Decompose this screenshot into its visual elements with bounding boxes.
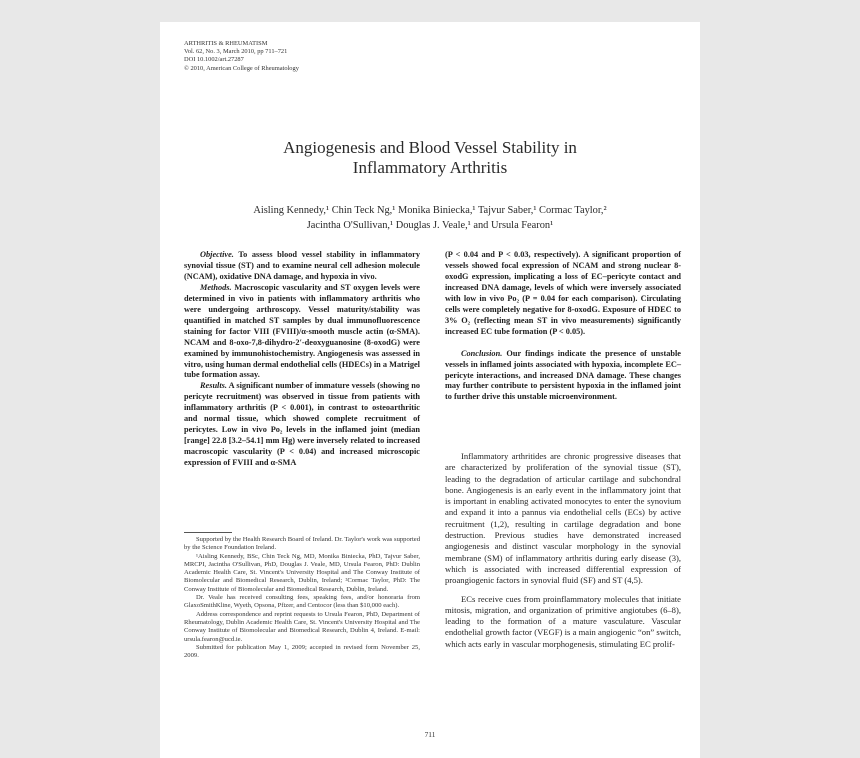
footnote-disclosures: Dr. Veale has received consulting fees, speaking fees, and/or honoraria from GlaxoSmithKline, Wyeth, Opsona, Pfizer, and Centocor (less than $10,000 each). — [184, 594, 420, 610]
footnote-divider — [184, 532, 232, 533]
footnote-funding: Supported by the Health Research Board of Ireland. Dr. Taylor's work was supported by the Science Foundation Ireland. — [184, 536, 421, 552]
introduction-text — [445, 451, 681, 650]
footnote-affiliations: ¹Aisling Kennedy, BSc, Chin Teck Ng, MD, Monika Biniecka, PhD, Tajvur Saber, MRCPI, Jacintha O'Sullivan, PhD, Douglas J. Veale, MD, Ursula Fearon, PhD: Dublin Academic Health Care, St. Vincent's University Hospital and The Conway Institute of Biomolecular and Biomedical Research, Dublin, Ireland; ²Cormac Taylor, PhD: The Conway Institute of Biomolecular and Biomedical Research, Dublin, Ireland. — [184, 552, 420, 593]
journal-header — [184, 40, 299, 73]
abstract-right-column — [445, 250, 681, 403]
body-paragraph-1: Inflammatory arthritides are chronic progressive diseases that are characterized by proliferation of the synovial tissue (ST), leading to the degradation of articular cartilage and subchondral bone. Angiogenesis is an early event in the inflammatory joint that is important in enabling activated monocytes to enter the synovium and expand it into a pannus via endothelial cells (ECs) by active recruitment (1,2), resulting in cartilage degradation and bone destruction. Previous studies have demonstrated increased angiogenesis and distinct vascular morphology in the synovial membrane (SM) of inflammatory arthritis during early disease (3), which is associated with increased differential expression of proangiogenic factors in synovial fluid (SF) and ST (4,5). — [445, 451, 681, 586]
conclusion-text: Our findings indicate the presence of unstable vessels in inflamed joints associated with hypoxia, incomplete EC–pericyte interactions, and increased DNA damage. These changes may further contribute to persistent hypoxia in the inflamed joint to further drive this unstable microenvironment. — [445, 348, 681, 402]
copyright: © 2010, American College of Rheumatology — [184, 64, 299, 72]
footnote-correspondence: Address correspondence and reprint requests to Ursula Fearon, PhD, Department of Rheumatology, Dublin Academic Health Care, St. Vincent's University Hospital and The Conway Institute of Biomolecular and Biomedical Research, Dublin 4, Ireland. E-mail: ursula.fearon@ucd.ie. — [184, 610, 420, 643]
body-paragraph-2: ECs receive cues from proinflammatory molecules that initiate mitosis, migration, and organization of primitive angiotubes (6–8), leading to the formation of a mature vasculature. Vascular endothelial growth factor (VEGF) is a main angiogenic “on” switch, which acts early in vascular morphogenesis, stimulating EC prolif- — [445, 593, 681, 649]
page-number: 711 — [424, 730, 436, 739]
conclusion-label: Conclusion. — [461, 348, 503, 358]
abstract-methods — [184, 283, 420, 382]
title-line-1: Angiogenesis and Blood Vessel Stability in — [283, 138, 577, 157]
article-title — [160, 138, 700, 178]
author-list — [160, 204, 700, 233]
authors-line-1: Aisling Kennedy,¹ Chin Teck Ng,¹ Monika Biniecka,¹ Tajvur Saber,¹ Cormac Taylor,² — [253, 205, 607, 216]
authors-line-2: Jacintha O'Sullivan,¹ Douglas J. Veale,¹ and Ursula Fearon¹ — [306, 219, 554, 231]
results-label: Results. — [200, 381, 227, 391]
abstract-objective — [184, 250, 420, 283]
abstract-conclusion — [445, 349, 681, 404]
article-page — [160, 22, 700, 758]
results-text: A significant number of immature vessels (showing no pericyte recruitment) was observed in tissue from patients with inflammatory arthritis (P < 0.001), in contrast to osteoarthritic and normal tissue, which showed complete recruitment of pericytes. Low in vivo Po₂ levels in the inflamed joint (median [range] 22.8 [3.2–54.1] mm Hg) were inversely related to increased macroscopic vascularity (P < 0.04) and increased microscopic expression of FVIII and α-SMA — [184, 381, 420, 468]
doi: DOI 10.1002/art.27287 — [184, 56, 244, 64]
objective-text: To assess blood vessel stability in inflammatory synovial tissue (ST) and to examine neural cell adhesion molecule (NCAM), oxidative DNA damage, and hypoxia in vivo. — [184, 250, 420, 281]
volume-info: Vol. 62, No. 3, March 2010, pp 711–721 — [184, 48, 288, 56]
journal-name: ARTHRITIS & RHEUMATISM — [184, 40, 268, 47]
objective-label: Objective. — [200, 250, 234, 259]
abstract-results — [184, 381, 420, 469]
methods-text: Macroscopic vascularity and ST oxygen levels were determined in vivo in patients with inflammatory arthritis who were undergoing arthroscopy. Vessel maturity/stability was quantified in matched ST samples by dual immunofluorescence staining for factor VIII (FVIII)/α-smooth muscle actin (α-SMA). NCAM and 8-oxo-7,8-dihydro-2′-deoxyguanosine (8-oxodG) were examined by immunohistochemistry. Angiogenesis was assessed in vitro, using human dermal endothelial cells (HDECs) in a Matrigel tube formation assay. — [184, 282, 420, 380]
methods-label: Methods. — [200, 282, 232, 292]
title-line-2: Inflammatory Arthritis — [352, 158, 508, 177]
footnote-submission: Submitted for publication May 1, 2009; accepted in revised form November 25, 2009. — [184, 643, 420, 660]
abstract-left-column — [184, 250, 420, 469]
abstract-results-continued: (P < 0.04 and P < 0.03, respectively). A significant proportion of vessels showed focal expression of NCAM and strong nuclear 8-oxodG expression, implicating a loss of EC–pericyte contact and increased DNA damage, levels of which were inversely associated with low in vivo Po₂ (P = 0.04 for each comparison). Circulating cells were completely negative for 8-oxodG. Exposure of HDEC to 3% O₂ (reflecting mean ST in vivo measurements) significantly increased EC tube formation (P < 0.05). — [445, 250, 681, 336]
footnotes — [184, 536, 420, 660]
